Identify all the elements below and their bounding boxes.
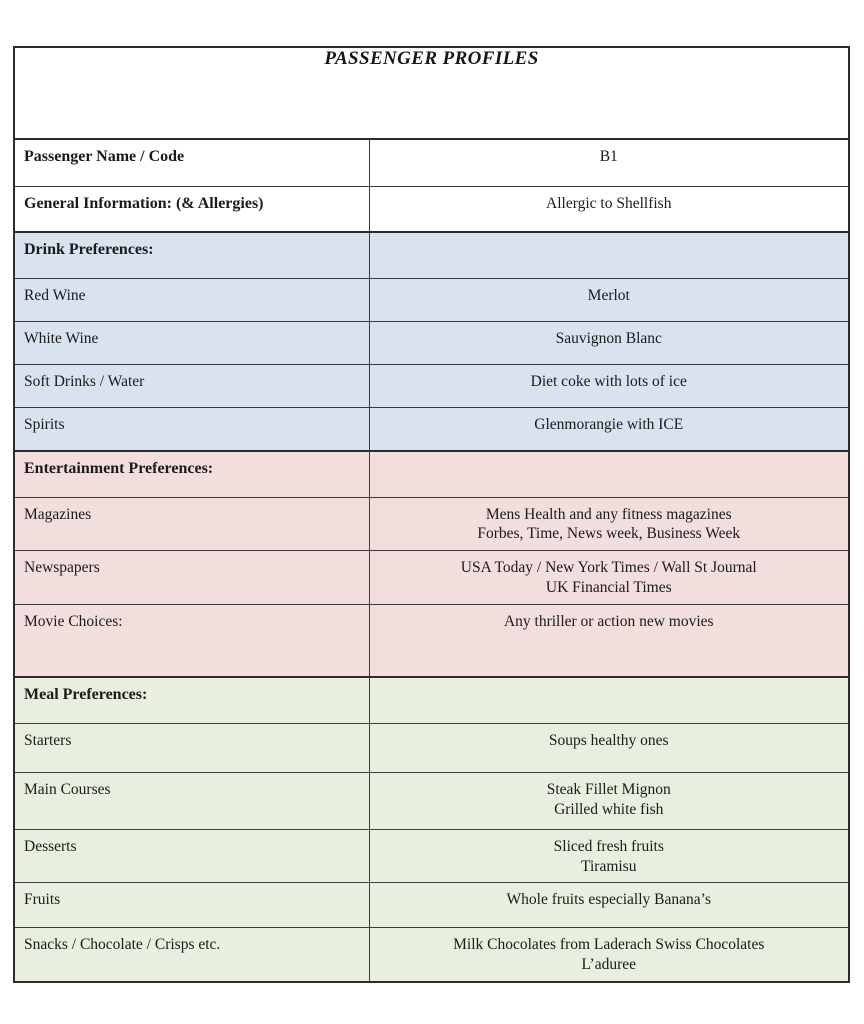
table-row-section-entertainment [14,451,849,497]
value-text [370,773,849,826]
label-text: Newspapers [24,559,100,577]
label-text: Snacks / Chocolate / Crisps etc. [24,936,221,954]
label-text: Spirits [24,415,65,433]
label-text: Magazines [24,505,92,523]
row-value-main-courses[interactable] [369,772,849,829]
table-row [14,321,849,364]
section-value-drink-preferences[interactable] [369,232,849,278]
section-label-drink-preferences [14,232,369,278]
value-text: Glenmorangie with ICE [534,415,684,433]
row-label-red-wine [14,278,369,321]
label-text: Starters [24,731,72,749]
value-line-1: Mens Health and any fitness magazines [485,505,732,523]
row-label-movie-choices [14,604,369,677]
value-text: Sauvignon Blanc [555,329,662,347]
passenger-profile-table [13,46,850,983]
table-row [14,497,849,551]
section-label-entertainment-preferences [14,451,369,497]
value-text: Diet coke with lots of ice [530,372,687,390]
table-row [14,604,849,677]
value-text [370,678,849,691]
value-line-1: Milk Chocolates from Laderach Swiss Chocolates [453,936,765,954]
row-label-desserts [14,829,369,883]
value-text [370,551,849,604]
table-row [14,364,849,407]
row-value-spirits[interactable] [369,407,849,451]
value-text [370,452,849,465]
value-text: B1 [599,148,618,165]
table-row [14,407,849,451]
label-text: Desserts [24,837,77,855]
page-title: PASSENGER PROFILES [324,48,539,69]
value-line-1: Steak Fillet Mignon [546,780,671,798]
value-text [370,233,849,246]
table-row [14,278,849,321]
label-text: General Information: (& Allergies) [24,194,264,212]
row-label-white-wine [14,321,369,364]
row-value-red-wine[interactable] [369,278,849,321]
table-row-title [14,47,849,139]
table-row [14,829,849,883]
value-line-2: UK Financial Times [545,578,672,596]
label-text: Meal Preferences: [24,686,148,704]
value-text: Any thriller or action new movies [503,612,714,630]
row-value-newspapers[interactable] [369,551,849,605]
label-text: Passenger Name / Code [24,148,185,165]
row-label-magazines [14,497,369,551]
row-value-magazines[interactable] [369,497,849,551]
row-label-newspapers [14,551,369,605]
row-label-passenger-name-code [14,139,369,186]
table-row [14,139,849,186]
table-row [14,186,849,232]
value-text: Whole fruits especially Banana’s [506,891,711,909]
value-line-1: USA Today / New York Times / Wall St Journal [460,559,757,577]
table-row-section-meal [14,677,849,723]
row-label-soft-drinks-water [14,364,369,407]
label-text: Main Courses [24,780,111,798]
document-title-cell [14,47,849,139]
value-text: Merlot [587,286,630,304]
value-line-2: L’aduree [581,956,637,974]
row-value-starters[interactable] [369,723,849,772]
row-label-fruits [14,883,369,928]
table-row [14,723,849,772]
label-text: Red Wine [24,286,86,304]
value-line-2: Tiramisu [581,857,637,875]
row-value-movie-choices[interactable] [369,604,849,677]
section-value-meal-preferences[interactable] [369,677,849,723]
row-value-snacks-chocolate-crisps[interactable] [369,928,849,982]
value-text [370,498,849,551]
row-label-main-courses [14,772,369,829]
value-text: Allergic to Shellfish [546,194,672,212]
table-row [14,772,849,829]
table-row [14,928,849,982]
row-value-soft-drinks-water[interactable] [369,364,849,407]
table-row [14,883,849,928]
row-value-passenger-name-code[interactable] [369,139,849,186]
label-text: Movie Choices: [24,612,123,630]
row-value-desserts[interactable] [369,829,849,883]
label-text: Soft Drinks / Water [24,372,145,390]
table-body [14,47,849,982]
row-label-starters [14,723,369,772]
label-text: White Wine [24,329,99,347]
label-text: Drink Preferences: [24,241,154,258]
table-row-section-drink [14,232,849,278]
value-line-2: Grilled white fish [554,800,664,818]
label-text: Fruits [24,891,61,909]
value-line-2: Forbes, Time, News week, Business Week [477,525,741,543]
table-row [14,551,849,605]
section-value-entertainment-preferences[interactable] [369,451,849,497]
value-line-1: Sliced fresh fruits [553,837,664,855]
label-text: Entertainment Preferences: [24,460,214,477]
value-text [370,830,849,883]
row-label-snacks-chocolate-crisps [14,928,369,982]
row-value-white-wine[interactable] [369,321,849,364]
row-label-spirits [14,407,369,451]
row-label-general-information [14,186,369,232]
value-text: Soups healthy ones [548,731,669,749]
section-label-meal-preferences [14,677,369,723]
row-value-general-information[interactable] [369,186,849,232]
value-text [370,928,849,981]
row-value-fruits[interactable] [369,883,849,928]
